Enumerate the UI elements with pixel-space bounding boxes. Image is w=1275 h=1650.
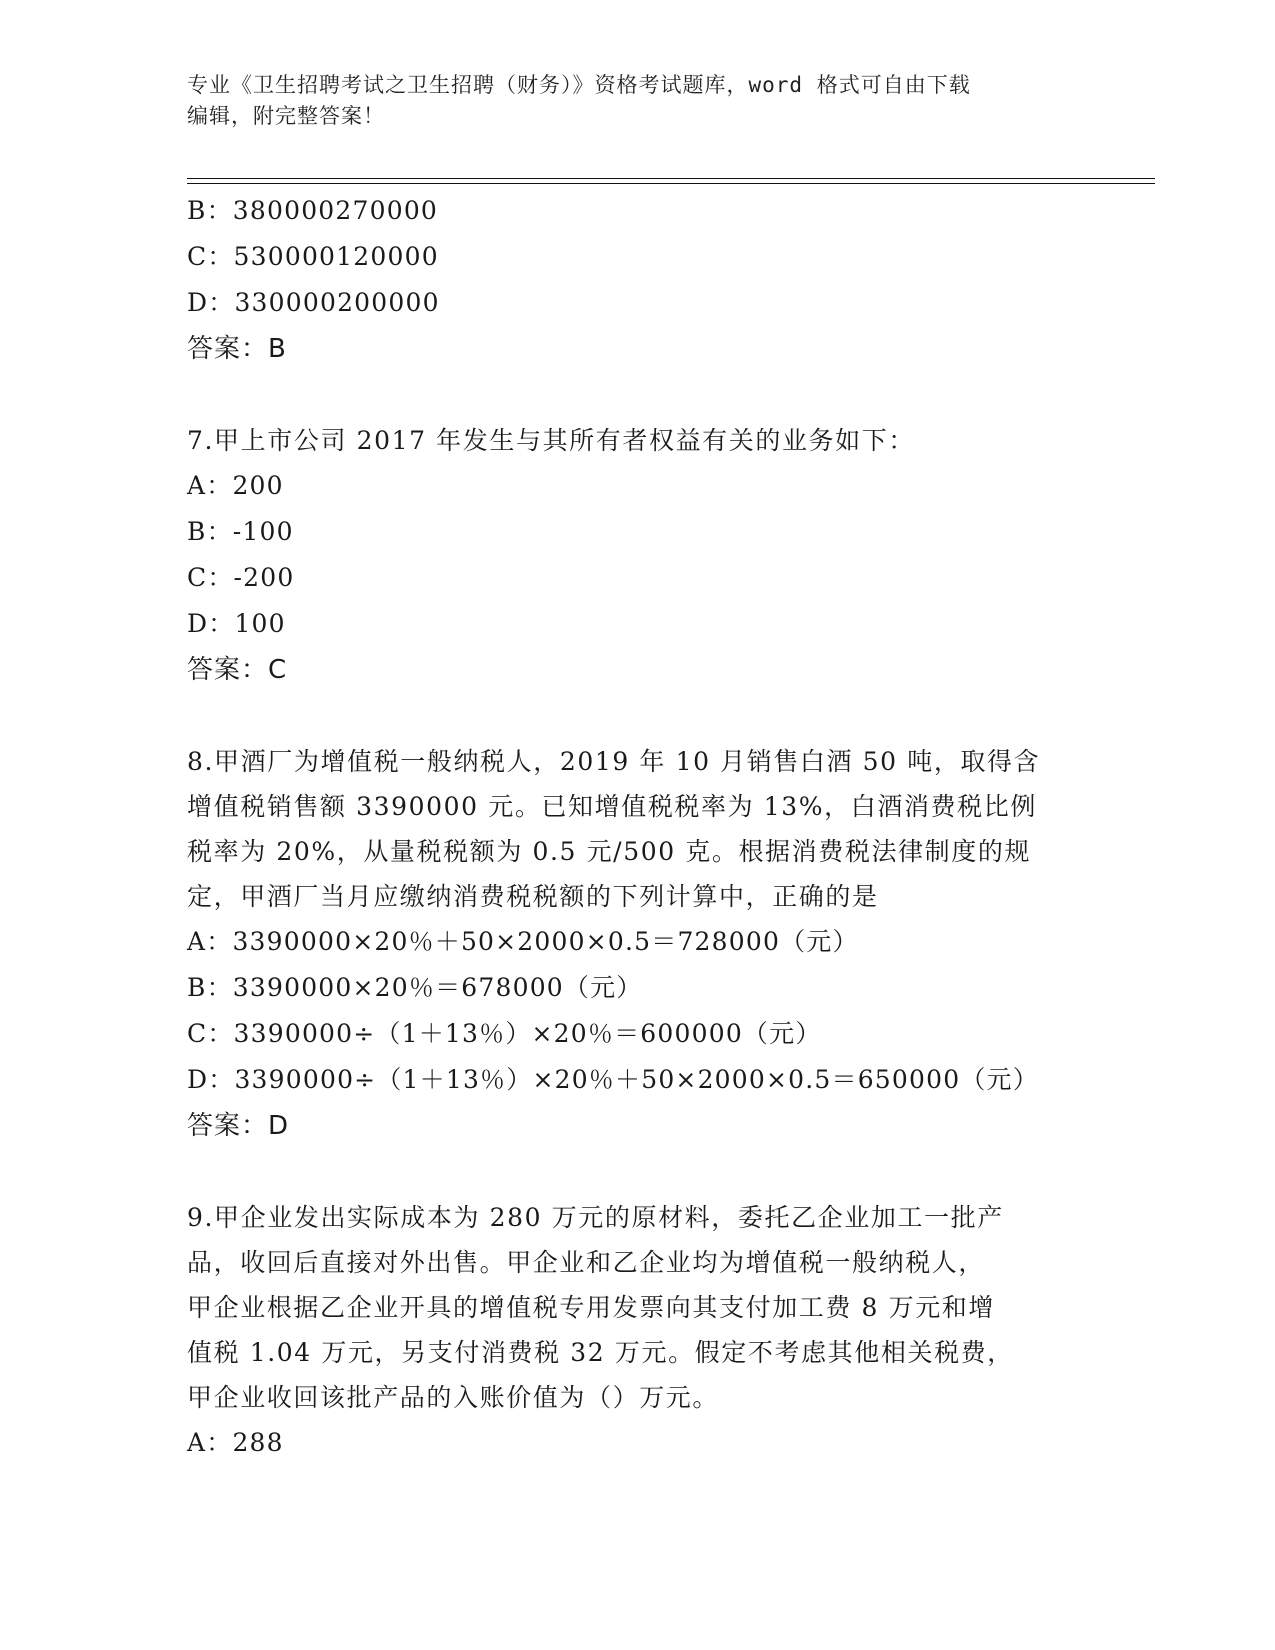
option-c: C：530000120000: [187, 242, 439, 271]
question-line: 值税 1.04 万元，另支付消费税 32 万元。假定不考虑其他相关税费，: [187, 1338, 1014, 1367]
question-text: [187, 739, 1087, 919]
answer: 答案：C: [187, 655, 288, 685]
question-list: [187, 188, 1087, 1466]
option-b: B：3390000×20％＝678000（元）: [187, 973, 643, 1002]
header-divider-top: [187, 178, 1155, 179]
question-text: [187, 1195, 1087, 1420]
option-a: A：200: [187, 471, 284, 500]
prev-question: [187, 188, 1087, 372]
question-line: 税率为 20%，从量税税额为 0.5 元/500 克。根据消费税法律制度的规: [187, 837, 1032, 866]
question-line: 定，甲酒厂当月应缴纳消费税税额的下列计算中，正确的是: [187, 882, 879, 911]
question-line: 甲企业根据乙企业开具的增值税专用发票向其支付加工费 8 万元和增: [187, 1293, 996, 1322]
option-b: B：380000270000: [187, 196, 439, 225]
question-line: 7.甲上市公司 2017 年发生与其所有者权益有关的业务如下：: [187, 426, 915, 455]
option-d: D：3390000÷（1＋13％）×20％＋50×2000×0.5＝650000（元）: [187, 1065, 1039, 1094]
answer: 答案：B: [187, 334, 287, 364]
option-d: D：330000200000: [187, 288, 440, 317]
option-a: A：3390000×20％＋50×2000×0.5＝728000（元）: [187, 927, 859, 956]
option-c: C：-200: [187, 563, 295, 592]
question-7: [187, 418, 1087, 693]
question-line: 品，收回后直接对外出售。甲企业和乙企业均为增值税一般纳税人，: [187, 1248, 986, 1277]
question-line: 甲企业收回该批产品的入账价值为（）万元。: [187, 1383, 720, 1412]
question-9: [187, 1195, 1087, 1466]
question-line: 增值税销售额 3390000 元。已知增值税税率为 13%，白酒消费税比例: [187, 792, 1037, 821]
question-8: [187, 739, 1087, 1149]
option-d: D：100: [187, 609, 286, 638]
answer: 答案：D: [187, 1111, 290, 1141]
option-c: C：3390000÷（1＋13％）×20％＝600000（元）: [187, 1019, 822, 1048]
header-line-2: 编辑，附完整答案！: [187, 104, 385, 128]
header-divider-bottom: [187, 183, 1155, 184]
question-text: [187, 418, 1087, 463]
question-line: 8.甲酒厂为增值税一般纳税人，2019 年 10 月销售白酒 50 吨，取得含: [187, 747, 1041, 776]
question-line: 9.甲企业发出实际成本为 280 万元的原材料，委托乙企业加工一批产: [187, 1203, 1004, 1232]
option-b: B：-100: [187, 517, 294, 546]
option-a: A：288: [187, 1428, 284, 1457]
document-header: [187, 70, 1087, 132]
header-line-1: 专业《卫生招聘考试之卫生招聘（财务）》资格考试题库，word 格式可自由下载: [187, 73, 971, 97]
